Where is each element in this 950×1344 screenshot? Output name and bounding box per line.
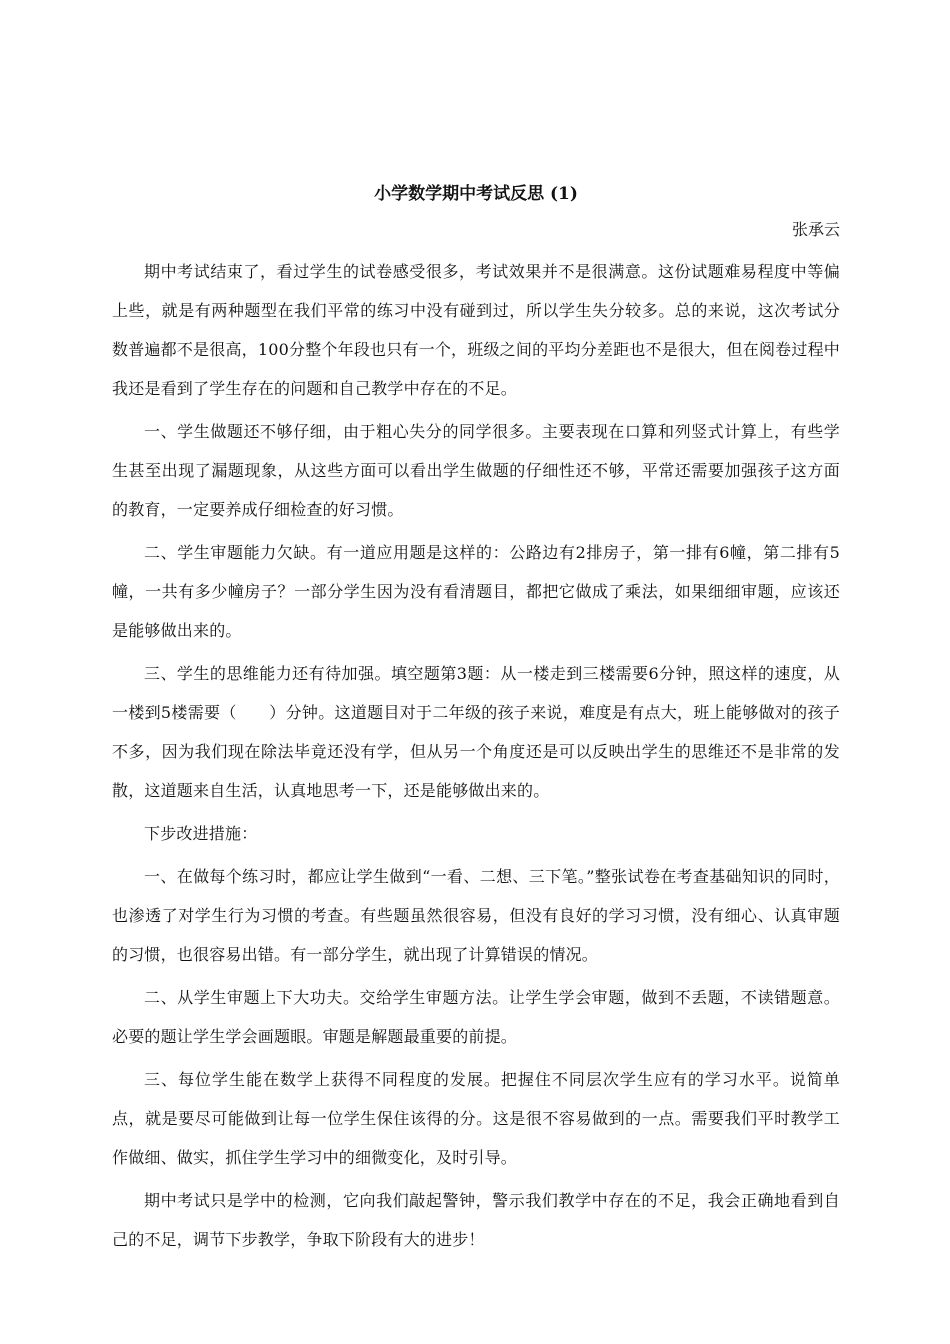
document-title: 小学数学期中考试反思 (1) [374,184,578,204]
paragraph-issue-1: 一、学生做题还不够仔细，由于粗心失分的同学很多。主要表现在口算和列竖式计算上，有些学生甚至出现了漏题现象，从这些方面可以看出学生做题的仔细性还不够，平常还需要加强孩子这方面的教育，一定要养成仔细检查的好习惯。 [112,422,840,519]
document-author: 张承云 [791,220,840,239]
paragraph-measures-heading: 下步改进措施： [144,824,258,843]
paragraph-measure-2: 二、从学生审题上下大功夫。交给学生审题方法。让学生学会审题，做到不丢题，不读错题意。必要的题让学生学会画题眼。审题是解题最重要的前提。 [112,988,840,1046]
paragraph-intro: 期中考试结束了，看过学生的试卷感受很多，考试效果并不是很满意。这份试题难易程度中等偏上些，就是有两种题型在我们平常的练习中没有碰到过，所以学生失分较多。总的来说，这次考试分数普遍都不是很高，100分整个年段也只有一个，班级之间的平均分差距也不是很大，但在阅卷过程中我还是看到了学生存在的问题和自己教学中存在的不足。 [112,262,840,398]
paragraph-issue-2: 二、学生审题能力欠缺。有一道应用题是这样的：公路边有2排房子，第一排有6幢，第二排有5幢，一共有多少幢房子？一部分学生因为没有看清题目，都把它做成了乘法，如果细细审题，应该还是能够做出来的。 [112,543,840,640]
paragraph-measure-1: 一、在做每个练习时，都应让学生做到“一看、二想、三下笔。”整张试卷在考查基础知识的同时，也渗透了对学生行为习惯的考查。有些题虽然很容易，但没有良好的学习习惯，没有细心、认真审题的习惯，也很容易出错。有一部分学生，就出现了计算错误的情况。 [112,867,840,964]
paragraph-measure-3: 三、每位学生能在数学上获得不同程度的发展。把握住不同层次学生应有的学习水平。说简单点，就是要尽可能做到让每一位学生保住该得的分。这是很不容易做到的一点。需要我们平时教学工作做细、做实，抓住学生学习中的细微变化，及时引导。 [112,1070,840,1167]
document-page [112,176,840,1259]
paragraph-conclusion: 期中考试只是学中的检测，它向我们敲起警钟，警示我们教学中存在的不足，我会正确地看到自己的不足，调节下步教学，争取下阶段有大的进步！ [112,1191,840,1249]
paragraph-issue-3: 三、学生的思维能力还有待加强。填空题第3题：从一楼走到三楼需要6分钟，照这样的速度，从一楼到5楼需要（ ）分钟。这道题目对于二年级的孩子来说，难度是有点大，班上能够做对的孩子不多，因为我们现在除法毕竟还没有学，但从另一个角度还是可以反映出学生的思维还不是非常的发散，这道题来自生活，认真地思考一下，还是能够做出来的。 [112,664,840,800]
